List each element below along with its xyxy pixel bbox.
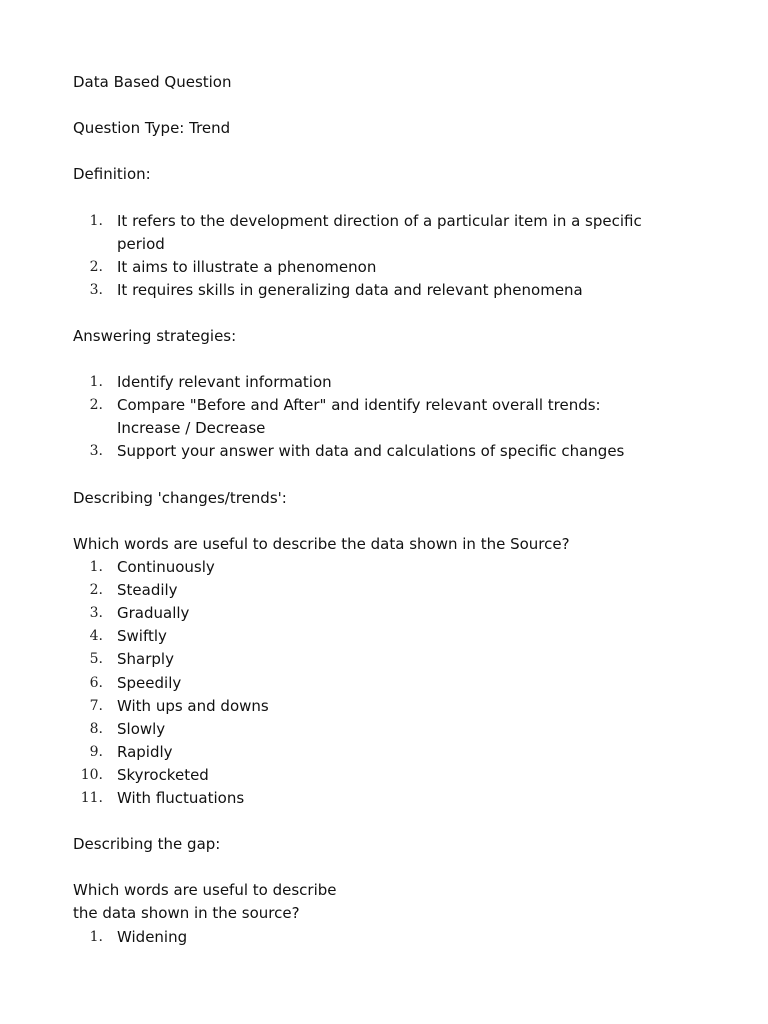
change-word-text: Continuously [117, 558, 215, 576]
change-word-text: Sharply [117, 650, 174, 668]
list-number: 1. [89, 929, 103, 945]
list-number: 11. [80, 790, 103, 806]
list-number: 1. [89, 559, 103, 575]
list-number: 3. [89, 443, 103, 459]
list-number: 3. [89, 282, 103, 298]
definition-text: It aims to illustrate a phenomenon [117, 258, 377, 276]
list-number: 1. [89, 213, 103, 229]
strategies-heading: Answering strategies: [73, 327, 237, 345]
strategy-text: Compare "Before and After" and identify relevant overall trends: Increase / Decrease [117, 396, 601, 437]
list-number: 10. [80, 767, 103, 783]
gap-heading: Describing the gap: [73, 835, 221, 853]
list-number: 4. [89, 628, 103, 644]
changes-heading: Describing 'changes/trends': [73, 489, 287, 507]
document-title: Data Based Question [73, 73, 232, 91]
gap-question-line-1: Which words are useful to describe [73, 881, 337, 899]
definition-text: It requires skills in generalizing data and relevant phenomena [117, 281, 583, 299]
question-type: Question Type: Trend [73, 119, 231, 137]
change-word-text: Gradually [117, 604, 190, 622]
definition-text: It refers to the development direction of a particular item in a specific period [117, 212, 642, 253]
change-word-text: Steadily [117, 581, 178, 599]
list-number: 8. [89, 721, 103, 737]
change-word-text: With ups and downs [117, 697, 269, 715]
definition-heading: Definition: [73, 165, 151, 183]
gap-word-text: Widening [117, 928, 188, 946]
change-word-text: Swiftly [117, 627, 167, 645]
list-number: 5. [89, 651, 103, 667]
change-word-text: Slowly [117, 720, 166, 738]
strategy-item-2 [73, 394, 693, 440]
list-number: 9. [89, 744, 103, 760]
list-number: 7. [89, 698, 103, 714]
change-word-text: With fluctuations [117, 789, 245, 807]
change-word-text: Speedily [117, 674, 182, 692]
gap-question-line-2: the data shown in the source? [73, 904, 300, 922]
change-word-text: Skyrocketed [117, 766, 209, 784]
change-word-text: Rapidly [117, 743, 173, 761]
strategy-text: Support your answer with data and calculations of specific changes [117, 442, 625, 460]
definition-item-1 [73, 210, 693, 256]
strategy-text: Identify relevant information [117, 373, 332, 391]
changes-question: Which words are useful to describe the data shown in the Source? [73, 535, 570, 553]
list-number: 6. [89, 675, 103, 691]
list-number: 3. [89, 605, 103, 621]
list-number: 2. [89, 582, 103, 598]
list-number: 1. [89, 374, 103, 390]
list-number: 2. [89, 259, 103, 275]
list-number: 2. [89, 397, 103, 413]
